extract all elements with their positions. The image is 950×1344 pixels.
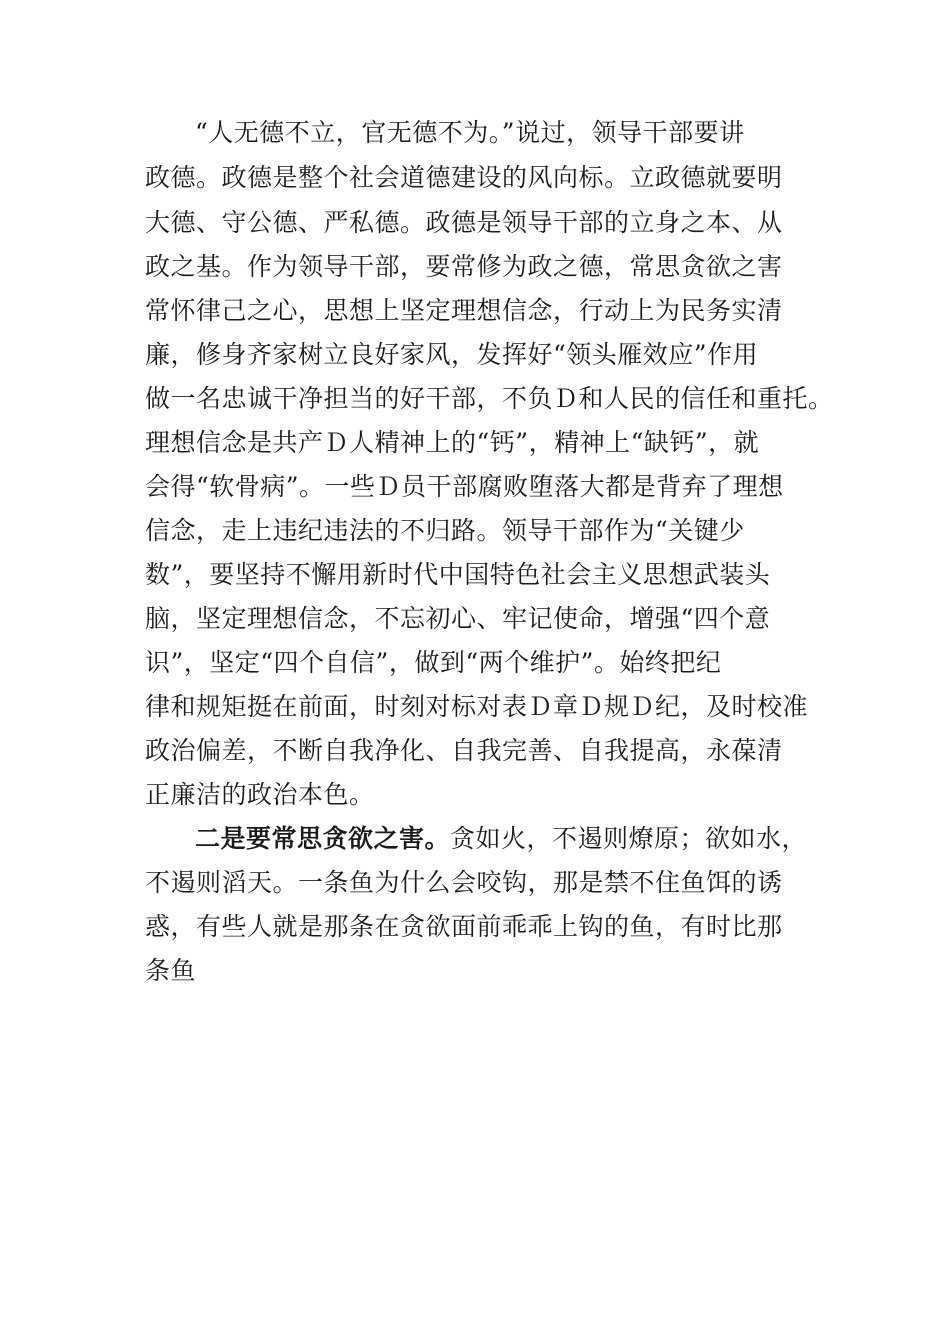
paragraph-line: 政之基。作为领导干部，要常修为政之德，常思贪欲之害	[145, 252, 783, 281]
paragraph-line: 正廉洁的政治本色。	[145, 780, 375, 809]
paragraph-line: 不遏则滔天。一条鱼为什么会咬钩，那是禁不住鱼饵的诱	[145, 868, 783, 897]
paragraph-line: 律和规矩挺在前面，时刻对标对表Ｄ章Ｄ规Ｄ纪，及时校准	[145, 692, 809, 721]
paragraph-line: 脑，坚定理想信念，不忘初心、牢记使命，增强“四个意	[145, 604, 771, 633]
paragraph-line: 惑，有些人就是那条在贪欲面前乖乖上钩的鱼，有时比那	[145, 912, 783, 941]
paragraph-line: 识”，坚定“四个自信”，做到“两个维护”。始终把纪	[145, 648, 722, 677]
paragraph-line: 廉，修身齐家树立良好家风，发挥好“领头雁效应”作用	[145, 340, 759, 369]
paragraph-line: 大德、守公德、严私德。政德是领导干部的立身之本、从	[145, 208, 783, 237]
paragraph-line: 理想信念是共产Ｄ人精神上的“钙”，精神上“缺钙”，就	[145, 428, 760, 457]
paragraph-line: 常怀律己之心，思想上坚定理想信念，行动上为民务实清	[145, 296, 783, 325]
paragraph-line: 会得“软骨病”。一些Ｄ员干部腐败堕落大都是背弃了理想	[145, 472, 784, 501]
paragraph-line: “人无德不立，官无德不为。”说过，领导干部要讲	[195, 118, 745, 147]
paragraph-line: 做一名忠诚干净担当的好干部，不负Ｄ和人民的信任和重托。	[145, 384, 834, 413]
paragraph-line: 条鱼	[145, 956, 197, 985]
paragraph-line: 数”，要坚持不懈用新时代中国特色社会主义思想武装头	[145, 560, 771, 589]
paragraph-line: 政治偏差，不断自我净化、自我完善、自我提高，永葆清	[145, 736, 783, 765]
paragraph-line: 信念，走上违纪违法的不归路。领导干部作为“关键少	[145, 516, 745, 545]
paragraph-line	[195, 819, 895, 859]
paragraph-text: 贪如火，不遏则燎原；欲如水，	[450, 824, 808, 853]
section-heading: 二是要常思贪欲之害。	[195, 824, 451, 853]
paragraph-line: 政德。政德是整个社会道德建设的风向标。立政德就要明	[145, 163, 783, 192]
